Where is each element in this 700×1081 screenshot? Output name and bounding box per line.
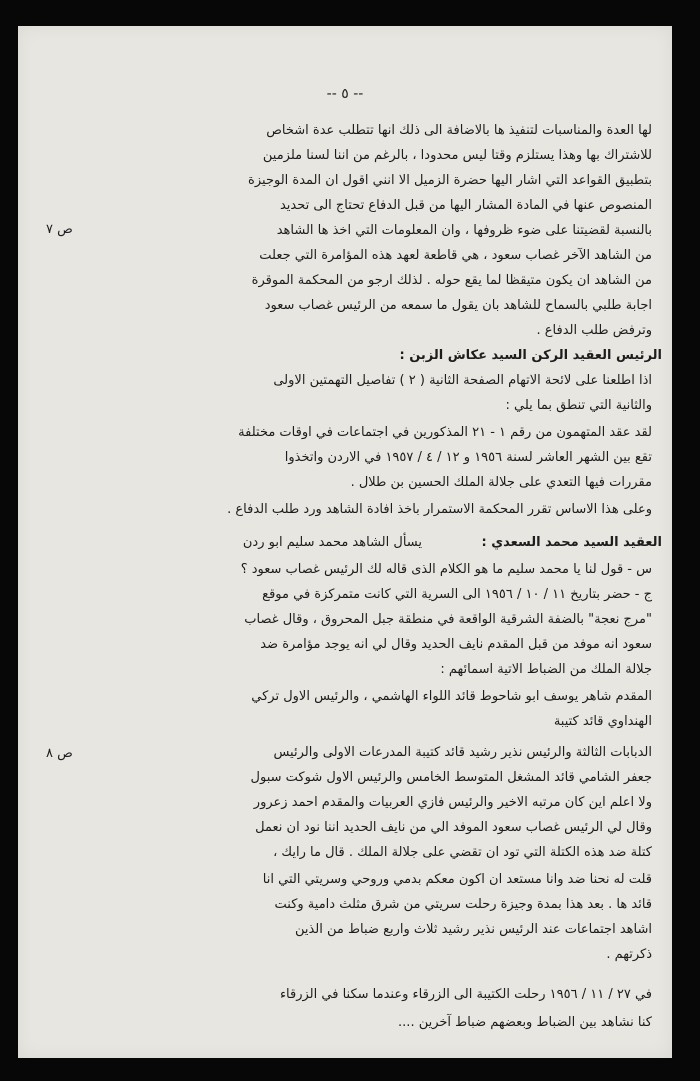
text-line: من الشاهد الآخر غصاب سعود ، هي قاطعة لعهد هذه المؤامرة التي جعلت: [259, 248, 652, 263]
margin-note-p8: ص ٨: [46, 746, 73, 761]
text-line: قائد ها . بعد هذا بمدة وجيزة رحلت سريتي من شرق مثلث دامية وكنت: [274, 897, 652, 912]
text-line: مقررات فيها التعدي على جلالة الملك الحسين بن طلال .: [350, 475, 652, 490]
text-line: سعود انه موفد من قبل المقدم نايف الحديد وقال لي انه يوجد مؤامرة ضد: [260, 637, 652, 652]
text-line: يسأل الشاهد محمد سليم ابو ردن: [242, 535, 422, 550]
text-line: وقال لي الرئيس غصاب سعود الموفد الي من نايف الحديد اننا نود ان نعمل: [255, 820, 652, 835]
text-line: ذكرتهم .: [606, 947, 652, 962]
text-line: للاشتراك بها وهذا يستلزم وقتا ليس محدودا ، بالرغم من اننا لسنا ملزمين: [262, 148, 652, 163]
text-line: الهنداوي قائد كتيبة: [553, 714, 652, 729]
text-line: "مرج نعجة" بالضفة الشرقية الواقعة في منطقة جبل المحروق ، وقال غصاب: [244, 612, 652, 627]
text-line: في ٢٧ / ١١ / ١٩٥٦ رحلت الكتيبة الى الزرقاء وعندما سكنا في الزرقاء: [279, 987, 652, 1002]
question-line: س - قول لنا يا محمد سليم ما هو الكلام الذى قاله لك الرئيس غصاب سعود ؟: [240, 562, 652, 577]
speaker-heading: الرئيس العقيد الركن السيد عكاش الزبن :: [399, 348, 662, 363]
document-page: [18, 26, 672, 1058]
text-line: بتطبيق القواعد التي اشار اليها حضرة الزميل الا انني اقول ان المدة الوجيزة: [248, 173, 652, 188]
speaker-heading: العقيد السيد محمد السعدي :: [481, 535, 662, 550]
text-line: اشاهد اجتماعات عند الرئيس نذير رشيد ثلاث واربع ضباط من الذين: [294, 922, 652, 937]
text-line: اجابة طلبي بالسماح للشاهد بان يقول ما سمعه من الرئيس غصاب سعود: [264, 298, 652, 313]
text-line: قلت له نحنا ضد وانا مستعد ان اكون معكم بدمي وروحي وسريتي التي انا: [262, 872, 652, 887]
text-line: بالنسبة لقضيتنا على ضوء ظروفها ، وان المعلومات التي اخذ ها الشاهد: [276, 223, 652, 238]
margin-note-p7: ص ٧: [46, 222, 73, 237]
page-number: -- ٥ --: [326, 86, 364, 102]
text-line: الدبابات الثالثة والرئيس نذير رشيد قائد كتيبة المدرعات الاولى والرئيس: [273, 745, 652, 760]
text-line: اذا اطلعنا على لائحة الاتهام الصفحة الثانية ( ٢ ) تفاصيل التهمتين الاولى: [273, 373, 652, 388]
text-line: جعفر الشامي قائد المشغل المتوسط الخامس والرئيس الاول شوكت سبول: [250, 770, 652, 785]
text-line: لها العدة والمناسبات لتنفيذ ها بالاضافة الى ذلك انها تتطلب عدة اشخاص: [266, 123, 652, 138]
text-line: ولا اعلم اين كان مرتبه الاخير والرئيس فازي العربيات والمقدم احمد زعرور: [253, 795, 652, 810]
text-line: وعلى هذا الاساس تقرر المحكمة الاستمرار باخذ افادة الشاهد ورد طلب الدفاع .: [227, 502, 652, 517]
text-line: المنصوص عنها في المادة المشار اليها من قبل الدفاع تحتاج الى تحديد: [279, 198, 652, 213]
text-line: كتلة ضد هذه الكتلة التي تود ان تقضي على جلالة الملك . قال ما رايك ،: [273, 845, 652, 860]
text-line: والثانية التي تنطق بما يلي :: [505, 398, 652, 413]
text-line: تقع بين الشهر العاشر لسنة ١٩٥٦ و ١٢ / ٤ / ١٩٥٧ في الاردن واتخذوا: [284, 450, 652, 465]
text-line: لقد عقد المتهمون من رقم ١ - ٢١ المذكورين في اجتماعات في اوقات مختلفة: [238, 425, 652, 440]
text-line: جلالة الملك من الضباط الاتية اسمائهم :: [440, 662, 652, 677]
text-line: وترفض طلب الدفاع .: [536, 323, 652, 338]
text-line: المقدم شاهر يوسف ابو شاحوط قائد اللواء الهاشمي ، والرئيس الاول تركي: [251, 689, 652, 704]
text-line: من الشاهد ان يكون متيقظا لما يقع حوله . لذلك ارجو من المحكمة الموقرة: [251, 273, 652, 288]
answer-line: ج - حضر بتاريخ ١١ / ١٠ / ١٩٥٦ الى السرية التي كانت متمركزة في موقع: [262, 587, 652, 602]
text-line: كنا نشاهد بين الضباط وبعضهم ضباط آخرين ....: [398, 1015, 652, 1030]
